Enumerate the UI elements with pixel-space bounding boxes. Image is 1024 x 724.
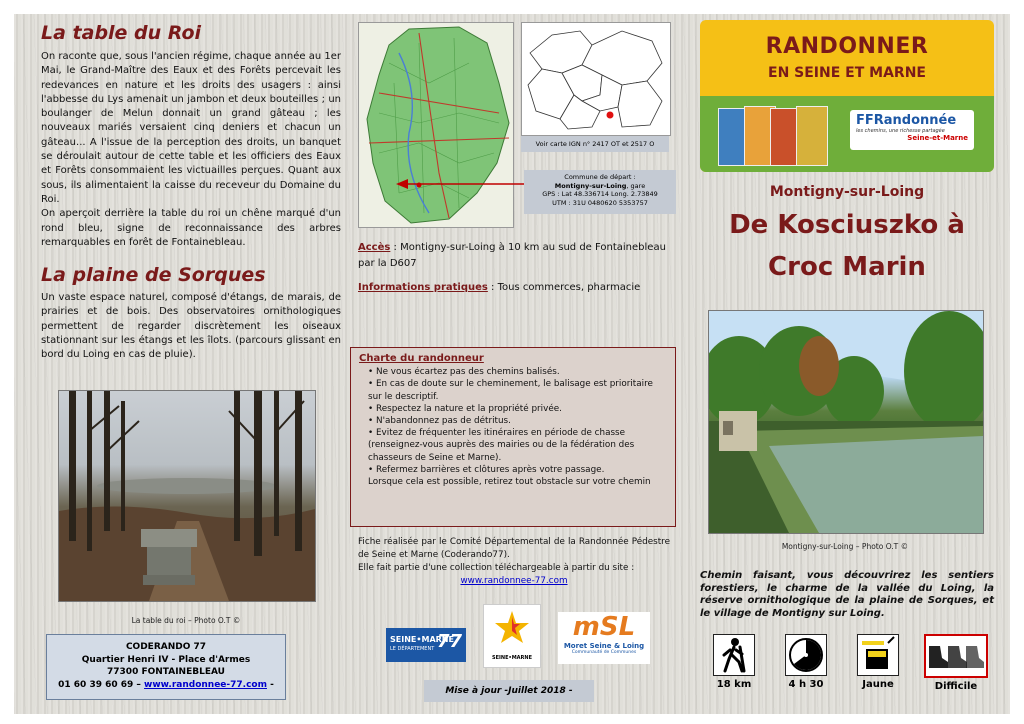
charter-footer: Lorsque cela est possible, retirez tout obstacle sur votre chemin: [368, 477, 651, 488]
fiche-author: Fiche réalisée par le Comité Départemental de la Randonnée Pédestre de Seine et Marne (Coderando77).: [358, 537, 670, 560]
contact-org: CODERANDO 77: [125, 642, 207, 652]
stat-marking-label: Jaune: [862, 679, 894, 690]
photo-caption-montigny: Montigny-sur-Loing – Photo O.T ©: [781, 542, 909, 551]
start-gps: GPS : Lat 48.336714 Long. 2.73849: [542, 190, 658, 198]
star-icon: [484, 605, 540, 651]
route-stats: [704, 634, 1004, 704]
fiche-text: [358, 536, 670, 588]
moret-logo-subtitle: Communauté de Communes: [571, 650, 637, 655]
region-locator-map: [521, 22, 671, 136]
start-utm: UTM : 31U 0480620 5353757: [552, 198, 648, 207]
charter-item: • Refermez barrières et clôtures après votre passage.: [368, 464, 605, 475]
route-title-line2: Croc Marin: [768, 252, 926, 282]
moret-logo-mark: mSL: [572, 612, 636, 642]
start-town-line: [524, 182, 676, 191]
ile-de-france-outline-illustration: [522, 23, 670, 135]
section-title-plaine-de-sorques: La plaine de Sorques: [41, 264, 266, 286]
ffr-tagline: les chemins, une richesse partagée: [856, 128, 945, 134]
charter-item: • Respectez la nature et la propriété privée.: [368, 403, 562, 414]
start-label: Commune de départ :: [564, 173, 636, 181]
route-title-line1: De Kosciuszko à: [729, 210, 965, 240]
ffr-brand: FFRandonnée: [856, 113, 957, 128]
town-name: Montigny-sur-Loing: [769, 184, 925, 200]
charter-list: [359, 366, 667, 476]
practical-info-label: Informations pratiques: [358, 282, 488, 293]
brochure-page: [14, 14, 1010, 714]
start-station: , gare: [626, 181, 646, 190]
star-logo-text: SEINE•MARNE: [492, 655, 532, 661]
table-du-roi-paragraph: On raconte que, sous l'ancien régime, chaque année au 1er Mai, le Grand-Maître des Eaux et des Forêts percevait les redevances en nature et les droits des usagers : ainsi l'abbesse du Lys amenait un jambon et deux bouteilles ; un boulanger de Melun donnait un grand gâteau ; les nouveaux mariés versaient cinq deniers et chacun un gâteau... A l'issue de la perception des droits, un banquet se déroulait autour de cette table et les officiers des Eaux et Forêts consommaient les victuailles perçues. Quant aux sous, ils alimentaient la caisse du receveur du Domaine du Roi.: [41, 51, 341, 205]
practical-info: [358, 280, 668, 296]
contact-phone: 01 60 39 60 69 –: [58, 679, 145, 690]
contact-phone-line: [47, 679, 285, 692]
photo-table-du-roi: [58, 390, 316, 602]
contact-tail: -: [266, 679, 274, 690]
section-title-table-du-roi: La table du Roi: [41, 22, 202, 44]
stat-difficulty-label: Difficile: [934, 681, 978, 692]
fiche-collection: Elle fait partie d'une collection téléchargeable à partir du site :: [358, 563, 635, 573]
practical-info-text: : Tous commerces, pharmacie: [487, 282, 641, 293]
charter-item: • N'abandonnez pas de détritus.: [368, 416, 511, 427]
ffrandonnee-logo: [850, 110, 974, 150]
forest-illustration: [59, 391, 315, 601]
stat-duration-label: 4 h 30: [788, 679, 824, 690]
seine-logo-title: SEINE•MARNE: [390, 635, 454, 644]
photo-montigny: [708, 310, 984, 534]
access-info: [358, 240, 668, 272]
stat-marking: [848, 634, 908, 690]
paint-pot-icon: [857, 634, 899, 676]
table-du-roi-paragraph: On aperçoit derrière la table du roi un chêne marqué d'un rond bleu, signe de reconnaissance des arbres remarquables en forêt de Fontainebleau.: [41, 208, 341, 248]
moret-logo-title: Moret Seine & Loing: [563, 642, 645, 650]
access-text: : Montigny-sur-Loing à 10 km au sud de Fontainebleau par la D607: [358, 242, 666, 269]
seine-logo-number: 77: [436, 631, 462, 652]
guide-books-illustration: [718, 106, 830, 166]
star-logo: [483, 604, 541, 668]
photo-caption-table-du-roi: La table du roi – Photo O.T ©: [131, 616, 241, 625]
charter-item: • Ne vous écartez pas des chemins balisés.: [368, 367, 560, 378]
ffr-region: Seine-et-Marne: [907, 134, 968, 142]
update-date: Mise à jour -Juillet 2018 -: [424, 680, 594, 702]
contact-website-link[interactable]: www.randonnee-77.com: [144, 679, 267, 690]
charter-title: Charte du randonneur: [359, 353, 484, 364]
start-info-box: [524, 170, 676, 214]
stat-difficulty: [920, 634, 992, 692]
department-map: [358, 22, 514, 228]
clock-icon: [785, 634, 827, 676]
contact-box: [46, 634, 286, 700]
start-location-arrow: [394, 174, 544, 194]
fiche-website-link[interactable]: www.randonnee-77.com: [460, 576, 568, 586]
banner-subtitle: EN SEINE ET MARNE: [768, 65, 926, 81]
banner-title: RANDONNER: [765, 34, 929, 59]
contact-address: Quartier Henri IV - Place d'Armes: [81, 654, 251, 665]
charter-item: • Evitez de fréquenter les itinéraires en période de chasse (renseignez-vous auprès des mairies ou de la fédération des chasseurs de Seine et Marne).: [368, 428, 635, 463]
seine-et-marne-logo: [386, 628, 466, 662]
seine-et-marne-map-illustration: [359, 23, 513, 227]
header-banner: [700, 20, 994, 172]
hiker-charter-box: [350, 347, 676, 527]
table-du-roi-text: [41, 50, 341, 250]
guide-book-cover: [796, 106, 828, 166]
hiker-icon: [713, 634, 755, 676]
stat-distance-label: 18 km: [716, 679, 752, 690]
plaine-de-sorques-text: Un vaste espace naturel, composé d'étangs, de marais, de prairies et de bois. Des observatoires ornithologiques permettent de regarder discrètement les oiseaux stationnant sur les étangs et les îlots. (parcours glissant en bord du Loing en cas de pluie).: [41, 292, 341, 361]
seine-logo-subtitle: LE DÉPARTEMENT: [390, 646, 435, 652]
start-town: Montigny-sur-Loing: [554, 181, 627, 190]
charter-item: • En cas de doute sur le cheminement, le balisage est prioritaire sur le descriptif.: [368, 379, 653, 402]
moret-logo: [558, 612, 650, 664]
boots-icon: [924, 634, 988, 678]
ign-map-caption: Voir carte IGN n° 2417 OT et 2517 O: [521, 136, 669, 152]
river-illustration: [709, 311, 983, 533]
stat-duration: [776, 634, 836, 690]
stat-distance: [704, 634, 764, 690]
route-description: Chemin faisant, vous découvrirez les sentiers forestiers, le charme de la vallée du Loing, la réserve ornithologique de la plaine de Sorques, et le village de Montigny sur Loing.: [700, 570, 994, 619]
access-label: Accès: [358, 242, 391, 253]
contact-city: 77300 FONTAINEBLEAU: [107, 667, 225, 677]
